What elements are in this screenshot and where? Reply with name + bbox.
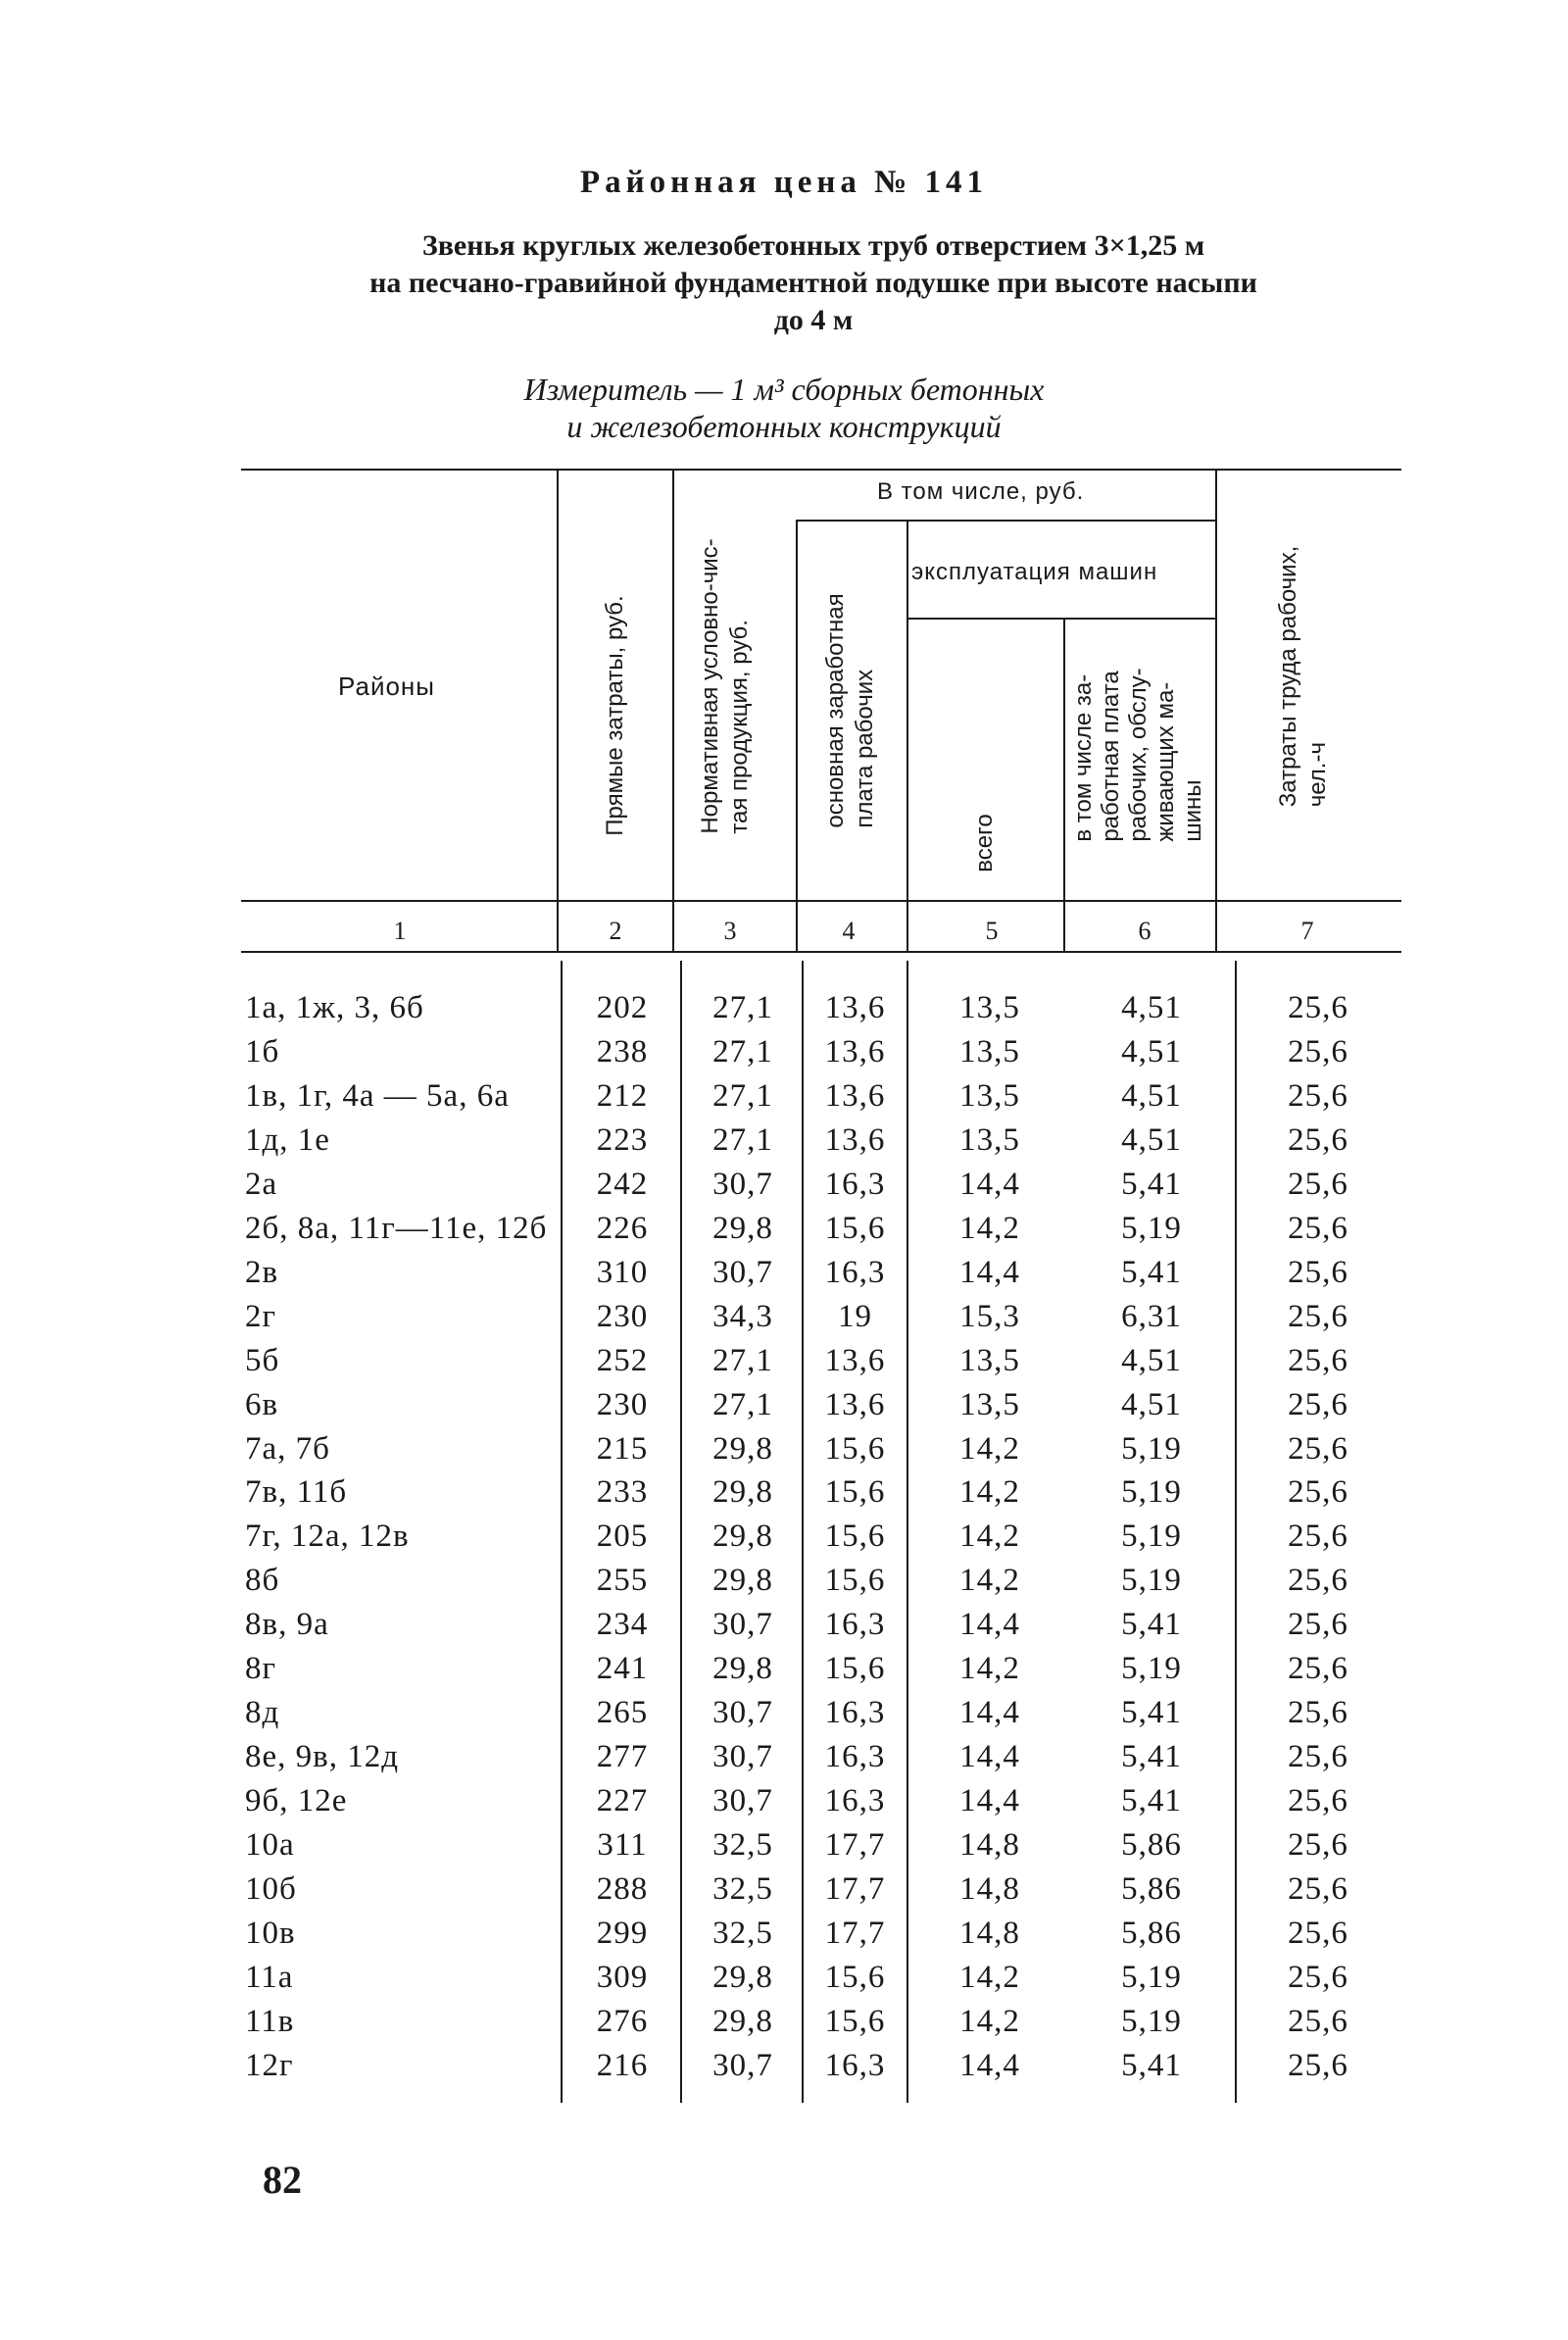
header-pryamye [601, 595, 630, 835]
value-cell: 5,41 [1121, 1254, 1182, 1290]
value-cell: 14,4 [959, 2047, 1020, 2083]
value-cell: 202 [596, 990, 649, 1025]
value-cell: 16,3 [824, 1254, 886, 1290]
value-cell: 29,8 [712, 1959, 773, 1995]
value-cell: 27,1 [712, 1077, 773, 1114]
value-cell: 14,2 [959, 1430, 1020, 1467]
value-cell: 4,51 [1121, 990, 1182, 1025]
district-cell: 12г [245, 2047, 294, 2083]
value-cell: 25,6 [1288, 1871, 1348, 1907]
value-cell: 16,3 [824, 2047, 886, 2083]
value-cell: 13,5 [959, 1121, 1020, 1158]
header-ekspluatatsiya: эксплуатация машин [911, 559, 1158, 585]
value-cell: 30,7 [712, 2047, 773, 2083]
district-cell: 7в, 11б [245, 1474, 348, 1511]
value-cell: 14,4 [959, 1166, 1020, 1202]
value-cell: 30,7 [712, 1607, 773, 1643]
value-cell: 25,6 [1288, 1210, 1348, 1246]
value-cell: 5,86 [1121, 1871, 1182, 1907]
value-cell: 15,6 [824, 1563, 886, 1599]
value-cell: 16,3 [824, 1607, 886, 1643]
value-cell: 25,6 [1288, 1783, 1348, 1819]
header-line: живающих ма- [1152, 681, 1179, 842]
table-row [0, 2004, 1568, 2048]
value-cell: 25,6 [1288, 1959, 1348, 1995]
table-top-rule [241, 469, 1401, 471]
district-cell: 8в, 9а [245, 1607, 329, 1643]
table-subtitle [225, 227, 1401, 339]
value-cell: 29,8 [712, 1519, 773, 1555]
header-bottom-rule [241, 900, 1401, 902]
value-cell: 14,2 [959, 1210, 1020, 1246]
district-cell: 8г [245, 1651, 277, 1687]
value-cell: 15,6 [824, 2003, 886, 2039]
table-row [0, 1431, 1568, 1475]
value-cell: 5,41 [1121, 1166, 1182, 1202]
value-cell: 15,3 [959, 1298, 1020, 1334]
measure-line: Измеритель — 1 м³ сборных бетонных [523, 372, 1045, 407]
table-row [0, 1783, 1568, 1827]
district-cell: 7г, 12а, 12в [245, 1519, 410, 1555]
table-row [0, 1739, 1568, 1783]
district-cell: 11а [245, 1959, 294, 1995]
value-cell: 4,51 [1121, 1386, 1182, 1422]
district-cell: 6в [245, 1386, 279, 1422]
district-cell: 1а, 1ж, 3, 6б [245, 990, 424, 1025]
table-row [0, 1343, 1568, 1387]
value-cell: 15,6 [824, 1519, 886, 1555]
value-cell: 25,6 [1288, 1121, 1348, 1158]
value-cell: 233 [596, 1474, 649, 1511]
value-cell: 13,6 [824, 1033, 886, 1070]
table-row [0, 2048, 1568, 2092]
table-row [0, 1211, 1568, 1255]
district-cell: 2в [245, 1254, 279, 1290]
value-cell: 15,6 [824, 1210, 886, 1246]
value-cell: 25,6 [1288, 1298, 1348, 1334]
value-cell: 227 [596, 1783, 649, 1819]
value-cell: 14,2 [959, 1651, 1020, 1687]
value-cell: 16,3 [824, 1695, 886, 1731]
header-osnovnaya [821, 593, 880, 827]
page-title: Районная цена № 141 [579, 165, 989, 200]
value-cell: 205 [596, 1519, 649, 1555]
value-cell: 226 [596, 1210, 649, 1246]
value-cell: 13,6 [824, 990, 886, 1025]
value-cell: 15,6 [824, 1959, 886, 1995]
value-cell: 32,5 [712, 1915, 773, 1951]
value-cell: 29,8 [712, 1474, 773, 1511]
value-cell: 32,5 [712, 1827, 773, 1864]
value-cell: 15,6 [824, 1651, 886, 1687]
value-cell: 30,7 [712, 1166, 773, 1202]
value-cell: 25,6 [1288, 1915, 1348, 1951]
value-cell: 5,19 [1121, 1651, 1182, 1687]
value-cell: 242 [596, 1166, 649, 1202]
value-cell: 5,19 [1121, 1430, 1182, 1467]
col-divider [796, 520, 798, 951]
table-row [0, 1827, 1568, 1871]
district-cell: 8б [245, 1563, 280, 1599]
value-cell: 29,8 [712, 1430, 773, 1467]
header-line: шины [1180, 779, 1206, 842]
value-cell: 5,41 [1121, 1607, 1182, 1643]
value-cell: 13,6 [824, 1121, 886, 1158]
value-cell: 25,6 [1288, 1519, 1348, 1555]
value-cell: 5,41 [1121, 1695, 1182, 1731]
value-cell: 13,5 [959, 990, 1020, 1025]
value-cell: 13,6 [824, 1386, 886, 1422]
table-row [0, 1651, 1568, 1695]
value-cell: 238 [596, 1033, 649, 1070]
value-cell: 27,1 [712, 1342, 773, 1378]
col-divider [906, 520, 908, 951]
value-cell: 5,19 [1121, 1210, 1182, 1246]
district-cell: 8е, 9в, 12д [245, 1739, 400, 1775]
value-cell: 4,51 [1121, 1077, 1182, 1114]
table-row [0, 1960, 1568, 2004]
value-cell: 216 [596, 2047, 649, 2083]
table-row [0, 1078, 1568, 1122]
column-number: 5 [985, 917, 999, 945]
value-cell: 27,1 [712, 1121, 773, 1158]
value-cell: 29,8 [712, 1210, 773, 1246]
value-cell: 17,7 [824, 1871, 886, 1907]
district-cell: 5б [245, 1342, 280, 1378]
value-cell: 34,3 [712, 1298, 773, 1334]
district-cell: 1в, 1г, 4а — 5а, 6а [245, 1077, 510, 1114]
header-line: работная плата [1098, 671, 1124, 842]
value-cell: 5,86 [1121, 1915, 1182, 1951]
value-cell: 5,19 [1121, 1519, 1182, 1555]
value-cell: 25,6 [1288, 1430, 1348, 1467]
district-cell: 10б [245, 1871, 297, 1907]
header-line: в том числе за- [1070, 673, 1097, 842]
subtitle-line: до 4 м [773, 304, 854, 336]
table-row [0, 1299, 1568, 1343]
district-cell: 10в [245, 1915, 296, 1951]
value-cell: 4,51 [1121, 1033, 1182, 1070]
value-cell: 25,6 [1288, 2047, 1348, 2083]
value-cell: 309 [596, 1959, 649, 1995]
value-cell: 32,5 [712, 1871, 773, 1907]
value-cell: 29,8 [712, 1563, 773, 1599]
subheader-rule [796, 520, 1215, 522]
value-cell: 25,6 [1288, 1563, 1348, 1599]
value-cell: 25,6 [1288, 1166, 1348, 1202]
value-cell: 276 [596, 2003, 649, 2039]
value-cell: 14,4 [959, 1607, 1020, 1643]
value-cell: 14,4 [959, 1254, 1020, 1290]
header-trud [1274, 546, 1333, 808]
value-cell: 310 [596, 1254, 649, 1290]
value-cell: 215 [596, 1430, 649, 1467]
value-cell: 277 [596, 1739, 649, 1775]
table-row [0, 1255, 1568, 1299]
column-number: 2 [609, 917, 622, 945]
value-cell: 4,51 [1121, 1121, 1182, 1158]
value-cell: 14,2 [959, 2003, 1020, 2039]
header-line: чел.-ч [1304, 742, 1331, 808]
table-row [0, 1695, 1568, 1739]
value-cell: 30,7 [712, 1695, 773, 1731]
value-cell: 25,6 [1288, 1651, 1348, 1687]
value-cell: 13,5 [959, 1386, 1020, 1422]
value-cell: 25,6 [1288, 1474, 1348, 1511]
value-cell: 234 [596, 1607, 649, 1643]
header-line: Нормативная условно-чис- [697, 538, 723, 834]
header-line: всего [971, 814, 998, 872]
value-cell: 17,7 [824, 1915, 886, 1951]
header-normativnaya [696, 538, 755, 833]
district-cell: 9б, 12е [245, 1783, 348, 1819]
value-cell: 25,6 [1288, 1254, 1348, 1290]
value-cell: 27,1 [712, 990, 773, 1025]
value-cell: 14,2 [959, 1474, 1020, 1511]
value-cell: 4,51 [1121, 1342, 1182, 1378]
value-cell: 29,8 [712, 2003, 773, 2039]
value-cell: 13,5 [959, 1033, 1020, 1070]
table-row [0, 1474, 1568, 1519]
table-row [0, 1607, 1568, 1651]
subtitle-line: на песчано-гравийной фундаментной подушке при высоте насыпи [369, 267, 1257, 299]
measure-line: и железобетонных конструкций [566, 409, 1002, 444]
district-cell: 2б, 8а, 11г—11е, 12б [245, 1210, 548, 1246]
col-divider [1215, 469, 1217, 951]
value-cell: 14,8 [959, 1827, 1020, 1864]
value-cell: 15,6 [824, 1430, 886, 1467]
value-cell: 5,41 [1121, 1739, 1182, 1775]
value-cell: 14,4 [959, 1739, 1020, 1775]
value-cell: 25,6 [1288, 1077, 1348, 1114]
value-cell: 230 [596, 1298, 649, 1334]
header-line: Затраты труда рабочих, [1275, 545, 1301, 808]
table-row [0, 1034, 1568, 1078]
header-line: основная заработная [822, 593, 849, 828]
value-cell: 5,19 [1121, 1474, 1182, 1511]
page-number: 82 [263, 2158, 302, 2202]
column-number: 4 [842, 917, 856, 945]
value-cell: 25,6 [1288, 1739, 1348, 1775]
header-line: тая продукция, руб. [726, 620, 753, 834]
value-cell: 27,1 [712, 1386, 773, 1422]
table-row [0, 1563, 1568, 1607]
value-cell: 30,7 [712, 1254, 773, 1290]
value-cell: 25,6 [1288, 990, 1348, 1025]
value-cell: 5,19 [1121, 2003, 1182, 2039]
value-cell: 311 [597, 1827, 648, 1864]
value-cell: 5,41 [1121, 2047, 1182, 2083]
subtitle-line: Звенья круглых железобетонных труб отверстием 3×1,25 м [421, 229, 1205, 262]
district-cell: 7а, 7б [245, 1430, 330, 1467]
value-cell: 13,5 [959, 1342, 1020, 1378]
value-cell: 25,6 [1288, 1607, 1348, 1643]
column-number: 3 [723, 917, 737, 945]
value-cell: 6,31 [1121, 1298, 1182, 1334]
header-rayony: Районы [338, 672, 435, 701]
value-cell: 30,7 [712, 1739, 773, 1775]
district-cell: 1д, 1е [245, 1121, 330, 1158]
table-row [0, 1167, 1568, 1211]
value-cell: 223 [596, 1121, 649, 1158]
district-cell: 2г [245, 1298, 277, 1334]
value-cell: 5,19 [1121, 1959, 1182, 1995]
table-row [0, 1519, 1568, 1563]
value-cell: 14,8 [959, 1871, 1020, 1907]
header-line: рабочих, обслу- [1125, 668, 1152, 842]
value-cell: 25,6 [1288, 1695, 1348, 1731]
district-cell: 11в [245, 2003, 295, 2039]
subheader-rule-2 [906, 618, 1215, 620]
table-row [0, 1871, 1568, 1916]
district-cell: 8д [245, 1695, 280, 1731]
value-cell: 288 [596, 1871, 649, 1907]
column-number: 6 [1138, 917, 1152, 945]
column-number: 7 [1300, 917, 1314, 945]
value-cell: 29,8 [712, 1651, 773, 1687]
value-cell: 13,6 [824, 1342, 886, 1378]
value-cell: 212 [596, 1077, 649, 1114]
value-cell: 27,1 [712, 1033, 773, 1070]
measure-unit [372, 371, 1196, 445]
col-divider [1063, 618, 1065, 951]
value-cell: 25,6 [1288, 1033, 1348, 1070]
value-cell: 5,19 [1121, 1563, 1182, 1599]
value-cell: 30,7 [712, 1783, 773, 1819]
column-number: 1 [393, 917, 407, 945]
value-cell: 15,6 [824, 1474, 886, 1511]
value-cell: 16,3 [824, 1739, 886, 1775]
value-cell: 230 [596, 1386, 649, 1422]
value-cell: 14,4 [959, 1695, 1020, 1731]
table-row [0, 1916, 1568, 1960]
col-divider [557, 469, 559, 951]
value-cell: 14,8 [959, 1915, 1020, 1951]
value-cell: 19 [838, 1298, 872, 1334]
value-cell: 14,4 [959, 1783, 1020, 1819]
value-cell: 16,3 [824, 1783, 886, 1819]
table-row [0, 1387, 1568, 1431]
colnum-bottom-rule [241, 951, 1401, 953]
header-zarplata-mash [1070, 668, 1207, 841]
value-cell: 25,6 [1288, 2003, 1348, 2039]
header-vsego [970, 814, 1000, 871]
value-cell: 13,6 [824, 1077, 886, 1114]
district-cell: 1б [245, 1033, 280, 1070]
value-cell: 265 [596, 1695, 649, 1731]
value-cell: 25,6 [1288, 1342, 1348, 1378]
header-line: Прямые затраты, руб. [602, 595, 628, 836]
value-cell: 5,86 [1121, 1827, 1182, 1864]
header-v-tom-chisle: В том числе, руб. [877, 478, 1085, 505]
value-cell: 14,2 [959, 1519, 1020, 1555]
value-cell: 299 [596, 1915, 649, 1951]
value-cell: 13,5 [959, 1077, 1020, 1114]
value-cell: 14,2 [959, 1959, 1020, 1995]
value-cell: 25,6 [1288, 1827, 1348, 1864]
district-cell: 10а [245, 1827, 295, 1864]
value-cell: 5,41 [1121, 1783, 1182, 1819]
district-cell: 2а [245, 1166, 278, 1202]
table-row [0, 1122, 1568, 1167]
value-cell: 255 [596, 1563, 649, 1599]
value-cell: 16,3 [824, 1166, 886, 1202]
value-cell: 241 [596, 1651, 649, 1687]
col-divider [672, 469, 674, 951]
value-cell: 25,6 [1288, 1386, 1348, 1422]
value-cell: 14,2 [959, 1563, 1020, 1599]
table-row [0, 990, 1568, 1034]
value-cell: 17,7 [824, 1827, 886, 1864]
header-line: плата рабочих [852, 669, 878, 828]
value-cell: 252 [596, 1342, 649, 1378]
